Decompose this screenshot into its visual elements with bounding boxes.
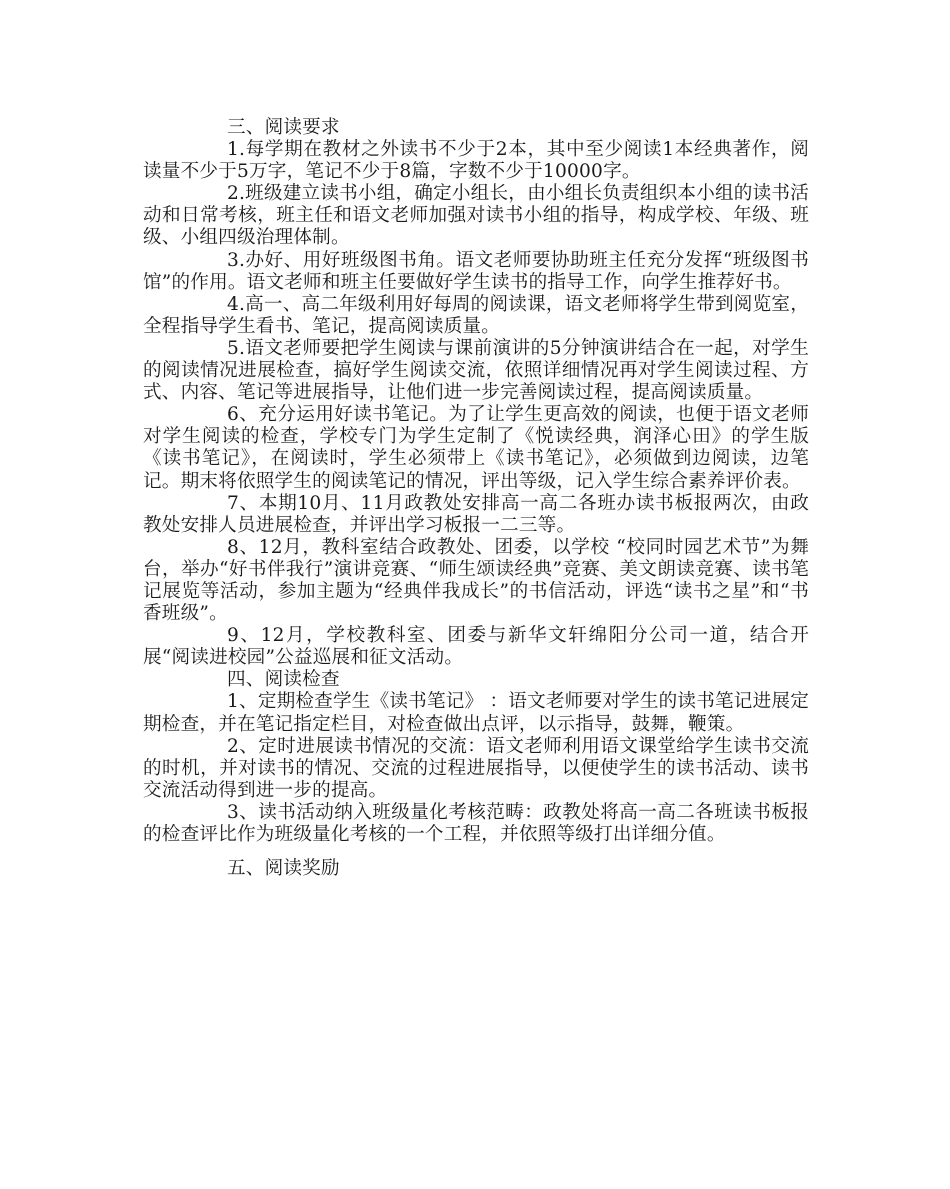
paragraph: 6、充分运用好读书笔记。为了让学生更高效的阅读，也便于语文老师对学生阅读的检查，学校专门为学生定制了《悦读经典，润泽心田》的学生版《读书笔记》，在阅读时，学生必须带上《读书笔记》，必须做到边阅读，边笔记。期末将依照学生的阅读笔记的情况，评出等级，记入学生综合素养评价表。 bbox=[143, 404, 809, 492]
document-body bbox=[143, 117, 809, 880]
section-heading-reading-requirements: 三、阅读要求 bbox=[227, 117, 340, 138]
paragraph: 2.班级建立读书小组，确定小组长，由小组长负责组织本小组的读书活动和日常考核，班主任和语文老师加强对读书小组的指导，构成学校、年级、班级、小组四级治理体制。 bbox=[143, 183, 809, 249]
paragraph: 4.高一、高二年级利用好每周的阅读课，语文老师将学生带到阅览室，全程指导学生看书、笔记，提高阅读质量。 bbox=[143, 293, 809, 337]
paragraph: 1.每学期在教材之外读书不少于2本，其中至少阅读1本经典著作，阅读量不少于5万字，笔记不少于8篇，字数不少于10000字。 bbox=[143, 139, 809, 183]
section-heading-reading-rewards: 五、阅读奖励 bbox=[227, 858, 340, 880]
paragraph: 3、读书活动纳入班级量化考核范畴：政教处将高一高二各班读书板报的检查评比作为班级量化考核的一个工程，并依照等级打出详细分值。 bbox=[143, 801, 809, 845]
section-heading-reading-check: 四、阅读检查 bbox=[227, 669, 340, 691]
paragraph: 9、12月，学校教科室、团委与新华文轩绵阳分公司一道，结合开展“阅读进校园”公益巡展和征文活动。 bbox=[143, 625, 809, 669]
paragraph: 1、定期检查学生《读书笔记》 ：语文老师要对学生的读书笔记进展定期检查，并在笔记指定栏目，对检查做出点评，以示指导，鼓舞，鞭策。 bbox=[143, 691, 809, 735]
paragraph: 7、本期10月、11月政教处安排高一高二各班办读书板报两次，由政教处安排人员进展检查，并评出学习板报一二三等。 bbox=[143, 492, 809, 536]
paragraph: 3.办好、用好班级图书角。语文老师要协助班主任充分发挥“班级图书馆”的作用。语文老师和班主任要做好学生读书的指导工作，向学生推荐好书。 bbox=[143, 249, 809, 293]
paragraph: 8、12月，教科室结合政教处、团委，以学校 “校同时园艺术节”为舞台，举办“好书伴我行”演讲竞赛、“师生颂读经典”竞赛、美文朗读竞赛、读书笔记展览等活动，参加主题为“经典伴我成长”的书信活动，评选“读书之星”和“书香班级”。 bbox=[143, 536, 809, 625]
paragraph: 5.语文老师要把学生阅读与课前演讲的5分钟演讲结合在一起，对学生的阅读情况进展检查，搞好学生阅读交流，依照详细情况再对学生阅读过程、方式、内容、笔记等进展指导，让他们进一步完善阅读过程，提高阅读质量。 bbox=[143, 337, 809, 404]
paragraph: 2、定时进展读书情况的交流：语文老师利用语文课堂给学生读书交流的时机，并对读书的情况、交流的过程进展指导，以便使学生的读书活动、读书交流活动得到进一步的提高。 bbox=[143, 735, 809, 801]
